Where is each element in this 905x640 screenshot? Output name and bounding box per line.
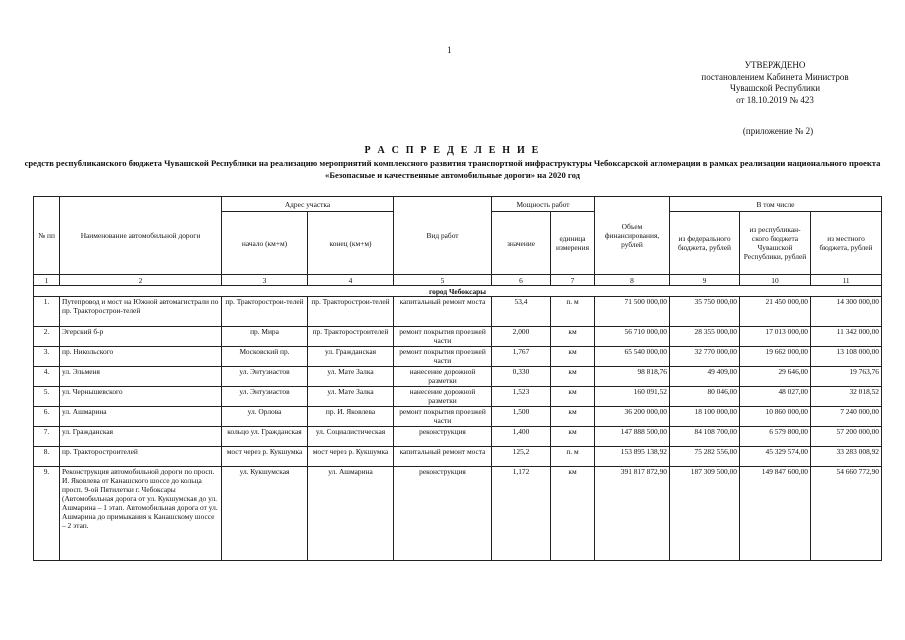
approval-decree: постановлением Кабинета Министров xyxy=(701,71,849,82)
header-work: Вид работ xyxy=(394,197,492,275)
federal-budget: 28 355 000,00 xyxy=(670,327,740,347)
funding-volume: 65 540 000,00 xyxy=(595,347,670,367)
work-type: нанесение дорожной разметки xyxy=(394,387,492,407)
header-volume: Объем финансирования, рублей xyxy=(595,197,670,275)
row-number: 7. xyxy=(34,427,60,447)
republic-budget: 45 329 574,00 xyxy=(740,447,811,467)
federal-budget: 18 100 000,00 xyxy=(670,407,740,427)
republic-budget: 6 579 800,00 xyxy=(740,427,811,447)
local-budget: 14 300 000,00 xyxy=(811,297,882,327)
republic-budget: 10 860 000,00 xyxy=(740,407,811,427)
appendix-label: (приложение № 2) xyxy=(742,126,814,136)
column-number: 4 xyxy=(308,275,394,286)
federal-budget: 84 108 700,00 xyxy=(670,427,740,447)
funding-volume: 36 200 000,00 xyxy=(595,407,670,427)
capacity-value: 1,523 xyxy=(492,387,551,407)
document-subtitle: средств республиканского бюджета Чувашской Республики на реализацию мероприятий комплексного развития транспортной инфраструктуры Чебоксарской агломерации в рамках реализации национального проекта «Безопасные и качественные автомобильные дороги» на 2020 год xyxy=(24,158,881,180)
row-number: 4. xyxy=(34,367,60,387)
end-point: пр. Тракторостроителей xyxy=(308,327,394,347)
republic-budget: 48 027,00 xyxy=(740,387,811,407)
capacity-value: 2,000 xyxy=(492,327,551,347)
work-type: капитальный ремонт моста xyxy=(394,297,492,327)
funding-volume: 391 817 872,90 xyxy=(595,467,670,561)
header-local: из местного бюджета, рублей xyxy=(811,212,882,275)
federal-budget: 80 046,00 xyxy=(670,387,740,407)
row-number: 5. xyxy=(34,387,60,407)
republic-budget: 149 847 600,00 xyxy=(740,467,811,561)
header-value: значение xyxy=(492,212,551,275)
capacity-value: 125,2 xyxy=(492,447,551,467)
funding-volume: 147 888 500,00 xyxy=(595,427,670,447)
table-row xyxy=(34,297,882,327)
header-capacity: Мощность работ xyxy=(492,197,595,212)
row-number: 9. xyxy=(34,467,60,561)
republic-budget: 17 013 000,00 xyxy=(740,327,811,347)
header-road: Наименование автомобильной дороги xyxy=(60,197,222,275)
end-point: ул. Социалистическая xyxy=(308,427,394,447)
capacity-value: 0,330 xyxy=(492,367,551,387)
work-type: нанесение дорожной разметки xyxy=(394,367,492,387)
start-point: ул. Орлова xyxy=(222,407,308,427)
column-number: 3 xyxy=(222,275,308,286)
work-type: реконструкция xyxy=(394,427,492,447)
capacity-unit: п. м xyxy=(551,447,595,467)
column-number: 1 xyxy=(34,275,60,286)
column-number: 10 xyxy=(740,275,811,286)
header-including: В том числе xyxy=(670,197,882,212)
approval-date: от 18.10.2019 № 423 xyxy=(736,94,814,105)
column-number: 2 xyxy=(60,275,222,286)
end-point: ул. Мате Залка xyxy=(308,387,394,407)
local-budget: 54 660 772,90 xyxy=(811,467,882,561)
capacity-unit: км xyxy=(551,467,595,561)
federal-budget: 49 409,00 xyxy=(670,367,740,387)
column-number: 7 xyxy=(551,275,595,286)
section-city: город Чебоксары xyxy=(34,286,882,297)
header-republic: из республикан-ского бюджета Чувашской Республики, рублей xyxy=(740,212,811,275)
approval-republic: Чувашской Республики xyxy=(729,83,821,93)
capacity-unit: км xyxy=(551,387,595,407)
end-point: ул. Ашмарина xyxy=(308,467,394,561)
row-number: 2. xyxy=(34,327,60,347)
capacity-unit: км xyxy=(551,407,595,427)
document-title: Р А С П Р Е Д Е Л Е Н И Е xyxy=(364,145,541,156)
road-name: пр. Никольского xyxy=(60,347,222,367)
road-name: ул. Эльменя xyxy=(60,367,222,387)
local-budget: 57 200 000,00 xyxy=(811,427,882,447)
republic-budget: 29 646,00 xyxy=(740,367,811,387)
page-number: 1 xyxy=(447,45,452,55)
local-budget: 19 763,76 xyxy=(811,367,882,387)
road-name: пр. Тракторостроителей xyxy=(60,447,222,467)
capacity-value: 1,500 xyxy=(492,407,551,427)
start-point: ул. Энтузиастов xyxy=(222,367,308,387)
table-row xyxy=(34,367,882,387)
table-row xyxy=(34,447,882,467)
end-point: ул. Гражданская xyxy=(308,347,394,367)
table-row xyxy=(34,467,882,561)
funding-volume: 98 818,76 xyxy=(595,367,670,387)
row-number: 8. xyxy=(34,447,60,467)
local-budget: 11 342 000,00 xyxy=(811,327,882,347)
work-type: ремонт покрытия проезжей части xyxy=(394,327,492,347)
republic-budget: 19 662 000,00 xyxy=(740,347,811,367)
capacity-value: 1,767 xyxy=(492,347,551,367)
table-row xyxy=(34,407,882,427)
header-address: Адрес участка xyxy=(222,197,394,212)
capacity-value: 53,4 xyxy=(492,297,551,327)
column-number: 6 xyxy=(492,275,551,286)
work-type: реконструкция xyxy=(394,467,492,561)
row-number: 3. xyxy=(34,347,60,367)
row-number: 6. xyxy=(34,407,60,427)
federal-budget: 75 282 556,00 xyxy=(670,447,740,467)
republic-budget: 21 450 000,00 xyxy=(740,297,811,327)
column-number: 9 xyxy=(670,275,740,286)
road-name: ул. Ашмарина xyxy=(60,407,222,427)
row-number: 1. xyxy=(34,297,60,327)
header-unit: единица измерения xyxy=(551,212,595,275)
header-federal: из федерального бюджета, рублей xyxy=(670,212,740,275)
column-number: 8 xyxy=(595,275,670,286)
capacity-unit: км xyxy=(551,367,595,387)
capacity-unit: п. м xyxy=(551,297,595,327)
local-budget: 7 240 000,00 xyxy=(811,407,882,427)
start-point: Московский пр. xyxy=(222,347,308,367)
work-type: ремонт покрытия проезжей части xyxy=(394,407,492,427)
road-name: Путепровод и мост на Южной автомагистрали по пр. Тракторострои-телей xyxy=(60,297,222,327)
table-row xyxy=(34,387,882,407)
work-type: капитальный ремонт моста xyxy=(394,447,492,467)
start-point: ул. Энтузиастов xyxy=(222,387,308,407)
table-row xyxy=(34,347,882,367)
local-budget: 32 018,52 xyxy=(811,387,882,407)
approval-stamp: УТВЕРЖДЕНО xyxy=(744,60,806,70)
federal-budget: 32 770 000,00 xyxy=(670,347,740,367)
start-point: ул. Кукшумская xyxy=(222,467,308,561)
capacity-unit: км xyxy=(551,327,595,347)
table-row xyxy=(34,427,882,447)
work-type: ремонт покрытия проезжей части xyxy=(394,347,492,367)
distribution-table xyxy=(33,196,882,561)
approval-block xyxy=(668,60,882,106)
header-end: конец (км+м) xyxy=(308,212,394,275)
end-point: ул. Мате Залка xyxy=(308,367,394,387)
column-number: 11 xyxy=(811,275,882,286)
capacity-value: 1,172 xyxy=(492,467,551,561)
end-point: мост через р. Кукшумка xyxy=(308,447,394,467)
federal-budget: 35 750 000,00 xyxy=(670,297,740,327)
funding-volume: 153 895 138,92 xyxy=(595,447,670,467)
start-point: кольцо ул. Гражданская xyxy=(222,427,308,447)
road-name: Эгерский б-р xyxy=(60,327,222,347)
funding-volume: 56 710 000,00 xyxy=(595,327,670,347)
end-point: пр. Тракторострои-телей xyxy=(308,297,394,327)
start-point: пр. Тракторострои-телей xyxy=(222,297,308,327)
header-start: начало (км+м) xyxy=(222,212,308,275)
start-point: мост через р. Кукшумка xyxy=(222,447,308,467)
capacity-unit: км xyxy=(551,347,595,367)
funding-volume: 160 091,52 xyxy=(595,387,670,407)
column-number: 5 xyxy=(394,275,492,286)
local-budget: 33 283 008,92 xyxy=(811,447,882,467)
header-num: № пп xyxy=(34,197,60,275)
road-name: ул. Чернышевского xyxy=(60,387,222,407)
end-point: пр. И. Яковлева xyxy=(308,407,394,427)
table-row xyxy=(34,327,882,347)
start-point: пр. Мира xyxy=(222,327,308,347)
capacity-value: 1,400 xyxy=(492,427,551,447)
road-name: ул. Гражданская xyxy=(60,427,222,447)
road-name: Реконструкция автомобильной дороги по просп. И. Яковлева от Канашского шоссе до кольца просп. 9-ой Пятилетки г. Чебоксары (Автомобильная дорога от ул. Кукшумская до ул. Ашмарина – 1 этап. Автомобильная дорога от ул. Ашмарина до примыкания к Канашскому шоссе – 2 этап. xyxy=(60,467,222,561)
federal-budget: 187 309 500,00 xyxy=(670,467,740,561)
capacity-unit: км xyxy=(551,427,595,447)
local-budget: 13 108 000,00 xyxy=(811,347,882,367)
funding-volume: 71 500 000,00 xyxy=(595,297,670,327)
